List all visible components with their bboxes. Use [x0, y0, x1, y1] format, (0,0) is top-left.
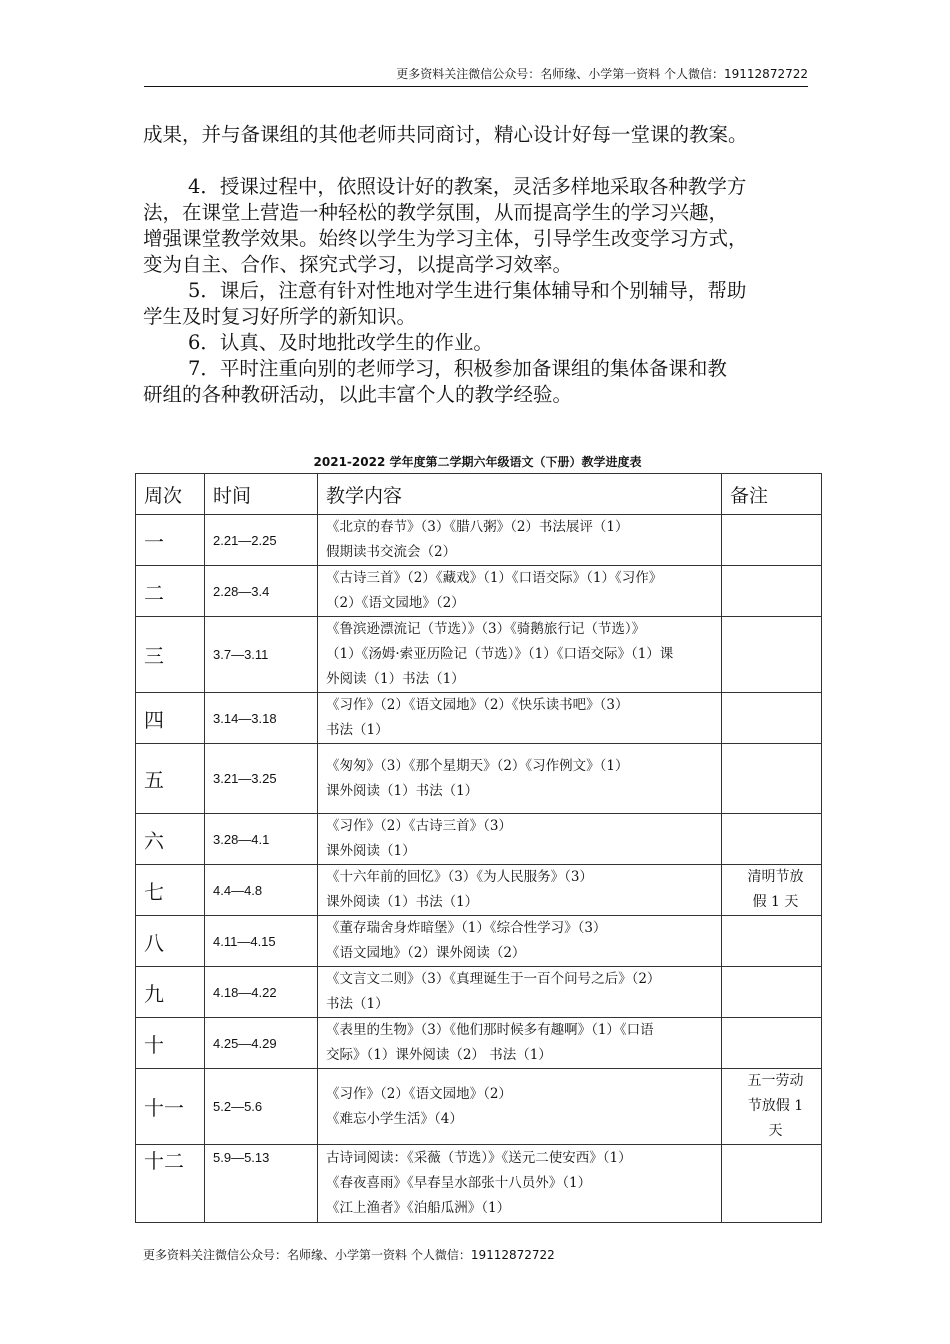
paragraph-line: 成果，并与备课组的其他老师共同商讨，精心设计好每一堂课的教案。: [143, 123, 748, 146]
time-cell: 5.9—5.13: [205, 1145, 318, 1223]
progress-table: [135, 473, 822, 1223]
paragraph-5-line-2: 学生及时复习好所学的新知识。: [143, 305, 417, 328]
week-cell: 四: [136, 693, 205, 744]
content-cell: [318, 916, 722, 967]
header-time: 时间: [205, 474, 318, 515]
time-cell: 3.7—3.11: [205, 617, 318, 693]
paragraph-7-line-1: 7．平时注重向别的老师学习，积极参加备课组的集体备课和教: [188, 357, 727, 380]
note-line: 清明节放: [747, 869, 804, 885]
paragraph-3-end: [143, 122, 823, 148]
note-cell: [722, 1069, 822, 1145]
paragraph-4-line-3: 增强课堂教学效果。始终以学生为学习主体，引导学生改变学习方式，: [143, 227, 748, 250]
time-cell: 3.14—3.18: [205, 693, 318, 744]
table-row: [136, 1018, 822, 1069]
table-header-row: [136, 474, 822, 515]
note-cell: [722, 814, 822, 865]
time-cell: 5.2—5.6: [205, 1069, 318, 1145]
note-cell: [722, 1018, 822, 1069]
content-line: （2）《语文园地》（2）: [326, 595, 465, 611]
content-line: 《十六年前的回忆》（3）《为人民服务》（3）: [326, 869, 593, 885]
time-cell: 3.28—4.1: [205, 814, 318, 865]
week-cell: 六: [136, 814, 205, 865]
table-row: [136, 617, 822, 693]
header-week: 周次: [136, 474, 205, 515]
content-line: 交际》（1）课外阅读（2） 书法（1）: [326, 1047, 552, 1063]
note-cell: [722, 515, 822, 566]
paragraph-5-line-1: 5．课后，注意有针对性地对学生进行集体辅导和个别辅导，帮助: [188, 279, 747, 302]
header-content: 教学内容: [318, 474, 722, 515]
note-line: 五一劳动: [747, 1073, 804, 1089]
note-cell: [722, 1145, 822, 1223]
note-cell: [722, 865, 822, 916]
week-cell: 十: [136, 1018, 205, 1069]
content-line: 《语文园地》（2）课外阅读（2）: [326, 945, 526, 961]
table-row: [136, 916, 822, 967]
header-note: 备注: [722, 474, 822, 515]
week-cell: 五: [136, 744, 205, 814]
content-line: 课外阅读（1）书法（1）: [326, 782, 479, 799]
note-cell: [722, 967, 822, 1018]
week-cell: 一: [136, 515, 205, 566]
paragraph-4-line-1: 4．授课过程中，依照设计好的教案，灵活多样地采取各种教学方: [188, 175, 747, 198]
table-body: [136, 515, 822, 1223]
content-line: 《鲁滨逊漂流记（节选）》（3）《骑鹅旅行记（节选）》: [326, 621, 646, 637]
content-cell: [318, 566, 722, 617]
page-footer: 更多资料关注微信公众号：名师缘、小学第一资料 个人微信：19112872722: [143, 1248, 555, 1262]
content-line: 《古诗三首》（2）《藏戏》（1）《口语交际》（1）《习作》: [326, 570, 663, 586]
content-line: 《文言文二则》（3）《真理诞生于一百个问号之后》（2）: [326, 971, 661, 987]
content-line: 《北京的春节》（3）《腊八粥》（2）书法展评（1）: [326, 519, 629, 535]
content-cell: [318, 865, 722, 916]
note-cell: [722, 744, 822, 814]
content-cell: [318, 693, 722, 744]
week-cell: 九: [136, 967, 205, 1018]
note-line: 天: [768, 1123, 783, 1139]
content-cell: [318, 515, 722, 566]
content-line: 书法（1）: [326, 996, 389, 1012]
week-cell: 三: [136, 617, 205, 693]
content-line: 书法（1）: [326, 722, 389, 738]
content-cell: [318, 617, 722, 693]
week-cell: 十二: [136, 1145, 205, 1223]
content-cell: [318, 744, 722, 814]
content-line: 课外阅读（1）: [326, 843, 416, 859]
content-line: 课外阅读（1）书法（1）: [326, 894, 479, 910]
paragraph-list: [143, 174, 823, 408]
note-cell: [722, 566, 822, 617]
time-cell: 4.11—4.15: [205, 916, 318, 967]
content-cell: [318, 1018, 722, 1069]
content-line: 《难忘小学生活》（4）: [326, 1110, 463, 1127]
table-row: [136, 814, 822, 865]
content-line: 《习作》（2）《语文园地》（2）: [326, 1085, 512, 1102]
content-line: 《董存瑞舍身炸暗堡》（1）《综合性学习》（3）: [326, 920, 607, 936]
table-row: [136, 515, 822, 566]
week-cell: 二: [136, 566, 205, 617]
paragraph-7-line-2: 研组的各种教研活动，以此丰富个人的教学经验。: [143, 383, 573, 406]
table-row: [136, 693, 822, 744]
time-cell: 3.21—3.25: [205, 744, 318, 814]
paragraph-6: 6．认真、及时地批改学生的作业。: [188, 331, 493, 354]
paragraph-4-line-2: 法，在课堂上营造一种轻松的教学氛围，从而提高学生的学习兴趣，: [143, 201, 729, 224]
content-line: 《习作》（2）《古诗三首》（3）: [326, 818, 512, 834]
week-cell: 七: [136, 865, 205, 916]
week-cell: 十一: [136, 1069, 205, 1145]
table-row: [136, 967, 822, 1018]
note-cell: [722, 916, 822, 967]
table-row: [136, 1145, 822, 1223]
content-line: 《春夜喜雨》《早春呈水部张十八员外》（1）: [326, 1175, 592, 1191]
note-line: 假 1 天: [752, 894, 799, 910]
content-line: （1）《汤姆·索亚历险记（节选）》（1）《口语交际》（1）课: [326, 646, 674, 662]
table-row: [136, 744, 822, 814]
content-line: 古诗词阅读：《采薇（节选）》《送元二使安西》（1）: [326, 1150, 632, 1166]
table-row: [136, 566, 822, 617]
content-line: 《表里的生物》（3）《他们那时候多有趣啊》（1）《口语: [326, 1022, 654, 1038]
time-cell: 4.25—4.29: [205, 1018, 318, 1069]
content-cell: [318, 1145, 722, 1223]
paragraph-4-line-4: 变为自主、合作、探究式学习，以提高学习效率。: [143, 253, 573, 276]
time-cell: 2.21—2.25: [205, 515, 318, 566]
week-cell: 八: [136, 916, 205, 967]
time-cell: 4.4—4.8: [205, 865, 318, 916]
content-cell: [318, 967, 722, 1018]
time-cell: 4.18—4.22: [205, 967, 318, 1018]
content-cell: [318, 814, 722, 865]
content-cell: [318, 1069, 722, 1145]
time-cell: 2.28—3.4: [205, 566, 318, 617]
content-line: 《习作》（2）《语文园地》（2）《快乐读书吧》（3）: [326, 697, 629, 713]
page-header: 更多资料关注微信公众号：名师缘、小学第一资料 个人微信：19112872722: [396, 67, 808, 81]
note-cell: [722, 693, 822, 744]
table-row: [136, 865, 822, 916]
table-title: 2021-2022 学年度第二学期六年级语文（下册）教学进度表: [313, 455, 642, 469]
note-cell: [722, 617, 822, 693]
table-row: [136, 1069, 822, 1145]
content-line: 外阅读（1）书法（1）: [326, 671, 465, 687]
content-line: 《匆匆》（3）《那个星期天》（2）《习作例文》（1）: [326, 757, 629, 774]
note-line: 节放假 1: [747, 1098, 804, 1114]
content-line: 《江上渔者》《泊船瓜洲》（1）: [326, 1200, 511, 1216]
header-rule: [144, 86, 808, 87]
content-line: 假期读书交流会（2）: [326, 544, 457, 560]
